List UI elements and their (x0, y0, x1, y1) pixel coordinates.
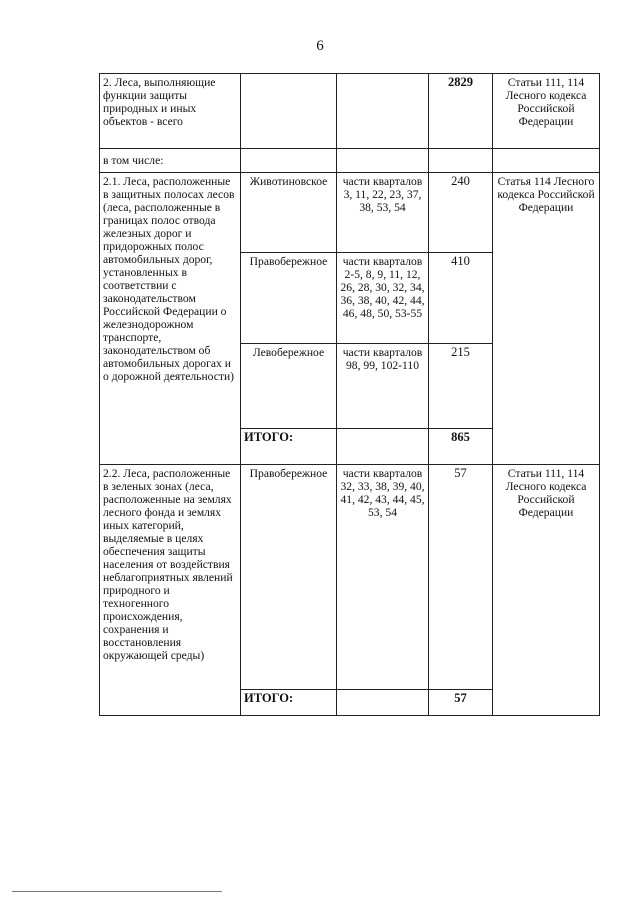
category-cell: 2.1. Леса, расположенные в защитных полосах лесов (леса, расположенные в границах полос отвода железных дорог и придорожных полос автомобильных дорог, установленных в соответствии с законодательством Российской Федерации о железнодорожном транспорте, законодательством об автомобильных дорогах и о дорожной деятельности) (100, 173, 241, 465)
empty-cell (337, 149, 429, 173)
forestry-name-cell: Правобережное (241, 465, 337, 690)
table-row (100, 149, 600, 173)
empty-cell (337, 429, 429, 465)
empty-cell (337, 690, 429, 716)
quarters-cell: части кварталов 32, 33, 38, 39, 40, 41, 42, 43, 44, 45, 53, 54 (337, 465, 429, 690)
legal-basis-cell: Статьи 111, 114 Лесного кодекса Российской Федерации (493, 74, 600, 149)
total-label-cell: ИТОГО: (241, 429, 337, 465)
area-cell: 57 (429, 465, 493, 690)
category-cell: в том числе: (100, 149, 241, 173)
area-cell: 215 (429, 344, 493, 429)
forestry-name-cell: Правобережное (241, 253, 337, 344)
forest-protection-table (99, 73, 600, 716)
page-number: 6 (316, 38, 324, 54)
total-area-cell: 57 (429, 690, 493, 716)
forestry-name-cell: Животиновское (241, 173, 337, 253)
area-cell: 2829 (429, 74, 493, 149)
area-cell: 240 (429, 173, 493, 253)
table-row (100, 173, 600, 253)
quarters-cell: части кварталов 2-5, 8, 9, 11, 12, 26, 28, 30, 32, 34, 36, 38, 40, 42, 44, 46, 48, 50, 53-55 (337, 253, 429, 344)
table-row (100, 465, 600, 690)
total-area-cell: 865 (429, 429, 493, 465)
total-label-cell: ИТОГО: (241, 690, 337, 716)
legal-basis-cell: Статья 114 Лесного кодекса Российской Федерации (493, 173, 600, 465)
footer-divider (12, 891, 222, 892)
category-cell: 2. Леса, выполняющие функции защиты природных и иных объектов - всего (100, 74, 241, 149)
empty-cell (337, 74, 429, 149)
empty-cell (241, 149, 337, 173)
forestry-name-cell: Левобережное (241, 344, 337, 429)
legal-basis-cell: Статьи 111, 114 Лесного кодекса Российской Федерации (493, 465, 600, 716)
area-cell: 410 (429, 253, 493, 344)
quarters-cell: части кварталов 3, 11, 22, 23, 37, 38, 53, 54 (337, 173, 429, 253)
category-cell: 2.2. Леса, расположенные в зеленых зонах (леса, расположенные на землях лесного фонда и землях иных категорий, выделяемые в целях обеспечения защиты населения от воздействия неблагоприятных явлений природного и техногенного происхождения, сохранения и восстановления окружающей среды) (100, 465, 241, 716)
table-row (100, 74, 600, 149)
empty-cell (241, 74, 337, 149)
empty-cell (429, 149, 493, 173)
empty-cell (493, 149, 600, 173)
quarters-cell: части кварталов 98, 99, 102-110 (337, 344, 429, 429)
